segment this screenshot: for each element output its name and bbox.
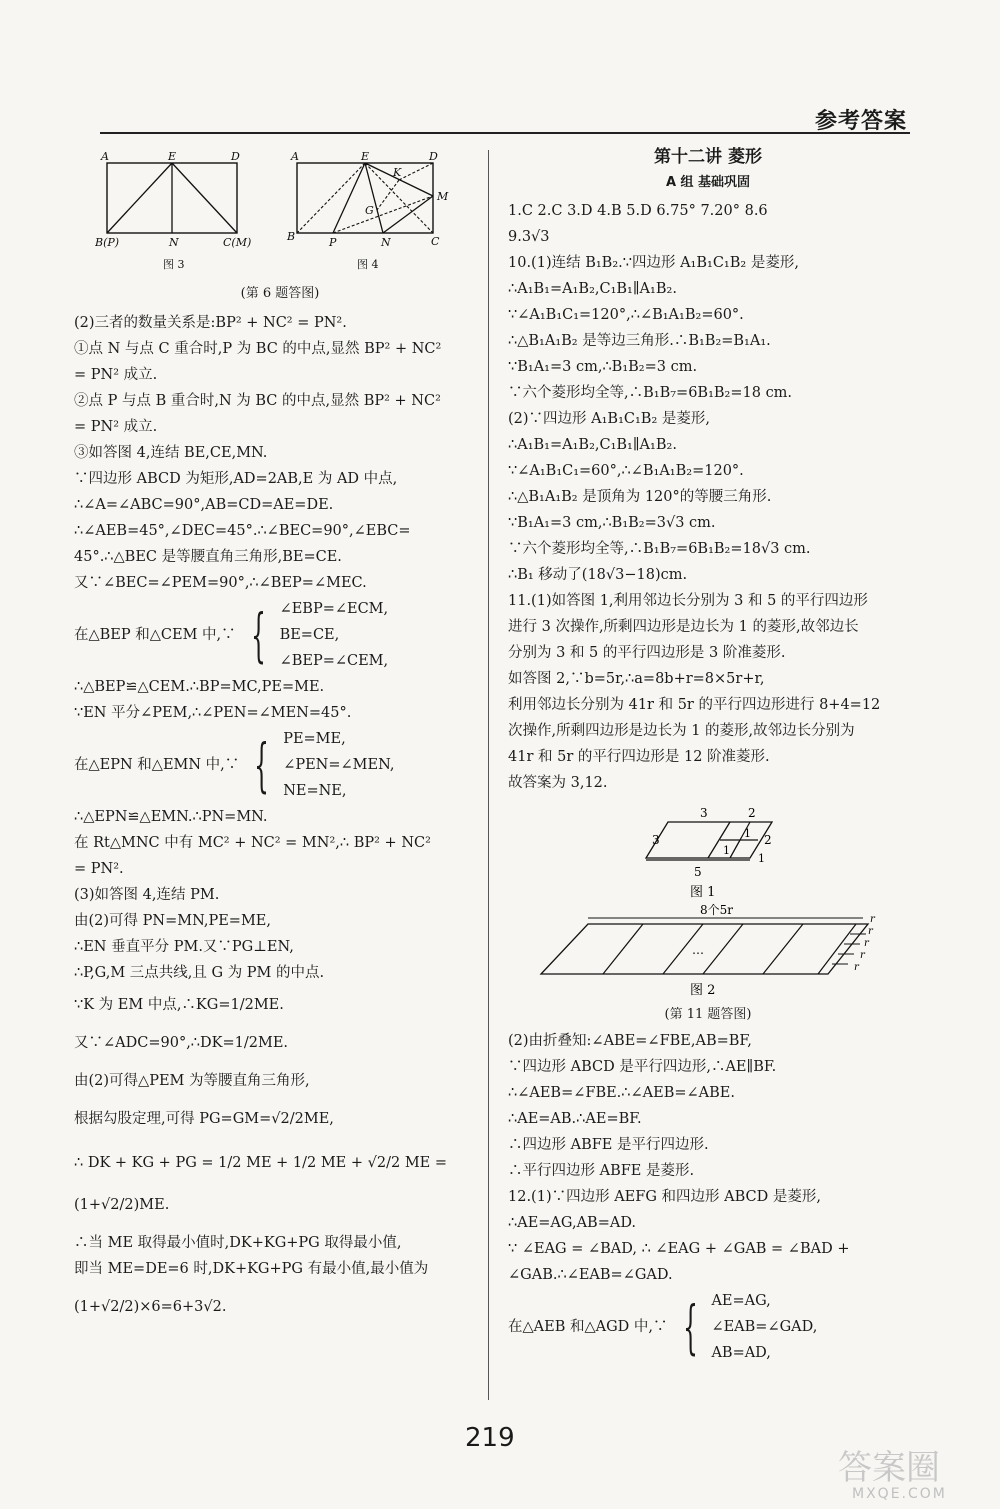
column-divider: [488, 150, 489, 1400]
fig4-label-m: M: [437, 190, 449, 203]
brace-symbol: {: [254, 731, 270, 799]
fig2-label-r: r: [864, 938, 869, 949]
fig2-label-r: r: [870, 914, 875, 925]
text-line: ∵B₁A₁=3 cm,∴B₁B₂=3√3 cm.: [508, 515, 716, 531]
right-column: [508, 147, 908, 1366]
fig1-label: 1: [744, 827, 751, 840]
fig2-cut: [763, 924, 803, 974]
fig2-label-r: r: [868, 926, 873, 937]
fig1-label: 2: [748, 806, 756, 820]
text-line: 10.(1)连结 B₁B₂.∵四边形 A₁B₁C₁B₂ 是菱形,: [508, 255, 799, 271]
brace-symbol: {: [250, 601, 266, 669]
fig3-line-eb: [107, 163, 172, 233]
text-line: ∵∠A₁B₁C₁=120°,∴∠B₁A₁B₂=60°.: [508, 307, 744, 323]
text-line: 利用邻边长分别为 41r 和 5r 的平行四边形进行 8+4=12: [508, 697, 881, 713]
text-line: 次操作,所剩四边形是边长为 1 的菱形,故邻边长分别为: [508, 723, 855, 739]
fig1-label: 3: [652, 833, 660, 847]
text-line: ∠GAB.∴∠EAB=∠GAD.: [508, 1267, 673, 1283]
text-line: ∵ ∠EAG = ∠BAD, ∴ ∠EAG + ∠GAB = ∠BAD +: [508, 1241, 850, 1257]
group-title: A 组 基础巩固: [665, 175, 751, 190]
text-line: ∴A₁B₁=A₁B₂,C₁B₁∥A₁B₂.: [508, 281, 677, 297]
fig1-caption: 图 1: [690, 885, 716, 900]
text-line: = PN² 成立.: [74, 419, 158, 435]
fig1-label: 3: [700, 806, 708, 820]
brace-item: ∠PEN=∠MEN,: [283, 757, 395, 773]
brace-item: ∠EBP=∠ECM,: [279, 601, 389, 617]
fig1-cut-4: [730, 840, 740, 858]
text-line: 即当 ME=DE=6 时,DK+KG+PG 有最小值,最小值为: [74, 1261, 429, 1277]
fig4-line-nm: [383, 196, 433, 233]
text-line: ∴△EPN≌△EMN.∴PN=MN.: [74, 809, 268, 825]
brace-item: BE=CE,: [279, 627, 340, 643]
fig4-label-b: B: [287, 230, 296, 243]
text-line: (1+√2/2)×6=6+3√2.: [74, 1299, 227, 1315]
brace-system-3: [508, 1288, 908, 1366]
fig1-label: 1: [758, 852, 765, 865]
fig4-label-a: A: [291, 150, 299, 163]
text-line: ∴P,G,M 三点共线,且 G 为 PM 的中点.: [74, 965, 325, 981]
section-title: 第十二讲 菱形: [654, 147, 762, 167]
brace-prefix: 在△EPN 和△EMN 中,∵: [74, 757, 240, 773]
text-line: 又∵∠BEC=∠PEM=90°,∴∠BEP=∠MEC.: [74, 575, 367, 591]
fig4-line-kg: [377, 180, 399, 210]
figure-caption-q11: (第 11 题答图): [664, 1007, 752, 1022]
text-line: 在 Rt△MNC 中有 MC² + NC² = MN²,∴ BP² + NC²: [74, 835, 431, 851]
text-line: ∴B₁ 移动了(18√3−18)cm.: [508, 567, 688, 583]
text-line: (3)如答图 4,连结 PM.: [74, 887, 220, 903]
text-line: ∴△B₁A₁B₂ 是顶角为 120°的等腰三角形.: [508, 489, 772, 505]
fig4-label-g: G: [365, 204, 374, 217]
fig2-ellipsis: …: [692, 943, 704, 957]
fig3-label-d: D: [231, 150, 240, 163]
figure-2: [508, 900, 908, 1000]
fig2-label-r: r: [860, 950, 865, 961]
fig3-line-ec: [172, 163, 237, 233]
figure-1: [508, 802, 908, 902]
fig4-line-ep: [333, 163, 365, 233]
text-line: = PN² 成立.: [74, 367, 158, 383]
brace-prefix: 在△AEB 和△AGD 中,∵: [508, 1319, 668, 1335]
brace-item: ∠EAB=∠GAD,: [711, 1319, 818, 1335]
fig4-caption: 图 4: [357, 258, 379, 271]
fig3-label-n: N: [169, 236, 179, 249]
fig4-label-p: P: [329, 236, 337, 249]
text-line: ∵四边形 ABCD 是平行四边形,∴AE∥BF.: [508, 1059, 777, 1075]
page-number: 219: [465, 1423, 515, 1453]
figure-4: [285, 148, 460, 273]
fig1-label: 1: [723, 844, 730, 857]
text-line: ②点 P 与点 B 重合时,N 为 BC 的中点,显然 BP² + NC²: [74, 393, 441, 409]
text-line: 故答案为 3,12.: [508, 775, 608, 791]
text-line: ∵六个菱形均全等,∴B₁B₇=6B₁B₂=18√3 cm.: [508, 541, 811, 557]
text-line: 进行 3 次操作,所剩四边形是边长为 1 的菱形,故邻边长: [508, 619, 859, 635]
header-title: 参考答案: [815, 109, 908, 134]
fig3-label-cm: C(M): [223, 236, 252, 249]
brace-item: AE=AG,: [711, 1293, 771, 1309]
text-line: 如答图 2,∵b=5r,∴a=8b+r=8×5r+r,: [508, 671, 765, 687]
header-rule: [100, 132, 910, 134]
watermark-url: MXQE.COM: [852, 1486, 947, 1502]
text-line: ∵四边形 ABCD 为矩形,AD=2AB,E 为 AD 中点,: [74, 471, 398, 487]
text-line: (1+√2/2)ME.: [74, 1197, 170, 1213]
brace-item: ∠BEP=∠CEM,: [279, 653, 389, 669]
text-line: ∴△B₁A₁B₂ 是等边三角形.∴B₁B₂=B₁A₁.: [508, 333, 771, 349]
text-line: 由(2)可得 PN=MN,PE=ME,: [74, 913, 271, 929]
fig4-label-d: D: [429, 150, 438, 163]
fig2-cut: [818, 924, 856, 974]
figure-caption-q6: (第 6 题答图): [240, 286, 320, 301]
text-line: ∴四边形 ABFE 是平行四边形.: [508, 1137, 709, 1153]
text-line: (2)∵四边形 A₁B₁C₁B₂ 是菱形,: [508, 411, 710, 427]
fig3-label-bp: B(P): [95, 236, 120, 249]
fig4-label-c: C: [431, 235, 440, 248]
text-line: 41r 和 5r 的平行四边形是 12 阶准菱形.: [508, 749, 770, 765]
text-line: 12.(1)∵四边形 AEFG 和四边形 ABCD 是菱形,: [508, 1189, 821, 1205]
fig2-cut: [603, 924, 643, 974]
text-line: 又∵∠ADC=90°,∴DK=1/2ME.: [74, 1035, 289, 1051]
text-line: (2)三者的数量关系是:BP² + NC² = PN².: [74, 315, 347, 331]
text-line: ∴当 ME 取得最小值时,DK+KG+PG 取得最小值,: [74, 1235, 402, 1251]
text-line: 根据勾股定理,可得 PG=GM=√2/2ME,: [74, 1111, 334, 1127]
text-line: ∴△BEP≌△CEM.∴BP=MC,PE=ME.: [74, 679, 325, 695]
text-line: ∵六个菱形均全等,∴B₁B₇=6B₁B₂=18 cm.: [508, 385, 793, 401]
text-line: ③如答图 4,连结 BE,CE,MN.: [74, 445, 268, 461]
left-column: [74, 310, 479, 1320]
fig4-label-e: E: [361, 150, 370, 163]
brace-item: AB=AD,: [711, 1345, 771, 1361]
fig4-line-en: [365, 163, 383, 233]
fig2-outline: [541, 924, 868, 974]
fig3-caption: 图 3: [163, 258, 185, 271]
text-line: ∴∠A=∠ABC=90°,AB=CD=AE=DE.: [74, 497, 334, 513]
text-line: ∴平行四边形 ABFE 是菱形.: [508, 1163, 695, 1179]
fig4-label-n: N: [381, 236, 391, 249]
text-line: ∴AE=AB.∴AE=BF.: [508, 1111, 642, 1127]
brace-item: NE=NE,: [283, 783, 347, 799]
text-line: ①点 N 与点 C 重合时,P 为 BC 的中点,显然 BP² + NC²: [74, 341, 442, 357]
brace-item: PE=ME,: [283, 731, 346, 747]
brace-prefix: 在△BEP 和△CEM 中,∵: [74, 627, 236, 643]
fig1-label: 2: [764, 833, 772, 847]
text-line: ∵∠A₁B₁C₁=60°,∴∠B₁A₁B₂=120°.: [508, 463, 744, 479]
brace-symbol: {: [682, 1293, 698, 1361]
text-line: 11.(1)如答图 1,利用邻边长分别为 3 和 5 的平行四边形: [508, 593, 868, 609]
watermark-logo: 答案圈: [838, 1448, 940, 1488]
text-line: (2)由折叠知:∠ABE=∠FBE,AB=BF,: [508, 1033, 752, 1049]
fig4-line-eb: [297, 163, 365, 233]
text-line: 45°.∴△BEC 是等腰直角三角形,BE=CE.: [74, 549, 342, 565]
fig2-label-r: r: [854, 962, 859, 973]
text-line: ∵EN 平分∠PEM,∴∠PEN=∠MEN=45°.: [74, 705, 352, 721]
text-line: 9.3√3: [508, 229, 550, 245]
fig2-caption: 图 2: [690, 983, 716, 998]
brace-system-1: [74, 596, 479, 674]
fig2-cut: [703, 924, 743, 974]
text-line: 1.C 2.C 3.D 4.B 5.D 6.75° 7.20° 8.6: [508, 203, 768, 219]
fig1-label: 5: [694, 865, 702, 879]
fig3-label-e: E: [168, 150, 177, 163]
text-line: ∴∠AEB=45°,∠DEC=45°.∴∠BEC=90°,∠EBC=: [74, 523, 411, 539]
text-line: ∵K 为 EM 中点,∴KG=1/2ME.: [74, 997, 284, 1013]
fig3-label-a: A: [101, 150, 109, 163]
figure-3: [95, 148, 255, 273]
text-line: ∴A₁B₁=A₁B₂,C₁B₁∥A₁B₂.: [508, 437, 677, 453]
text-line: ∴∠AEB=∠FBE.∴∠AEB=∠ABE.: [508, 1085, 736, 1101]
text-line: ∴AE=AG,AB=AD.: [508, 1215, 637, 1231]
text-line: 分别为 3 和 5 的平行四边形是 3 阶准菱形.: [508, 645, 786, 661]
brace-system-2: [74, 726, 479, 804]
text-line: = PN².: [74, 861, 124, 877]
text-line: ∴ DK + KG + PG = 1/2 ME + 1/2 ME + √2/2 ME =: [74, 1155, 448, 1171]
text-line: ∵B₁A₁=3 cm,∴B₁B₂=3 cm.: [508, 359, 698, 375]
fig4-label-k: K: [393, 166, 402, 179]
text-line: ∴EN 垂直平分 PM.又∵PG⊥EN,: [74, 939, 294, 955]
text-line: 由(2)可得△PEM 为等腰直角三角形,: [74, 1073, 310, 1089]
fig2-label-top: 8个5r: [700, 903, 734, 917]
fig4-line-dk: [399, 163, 433, 180]
